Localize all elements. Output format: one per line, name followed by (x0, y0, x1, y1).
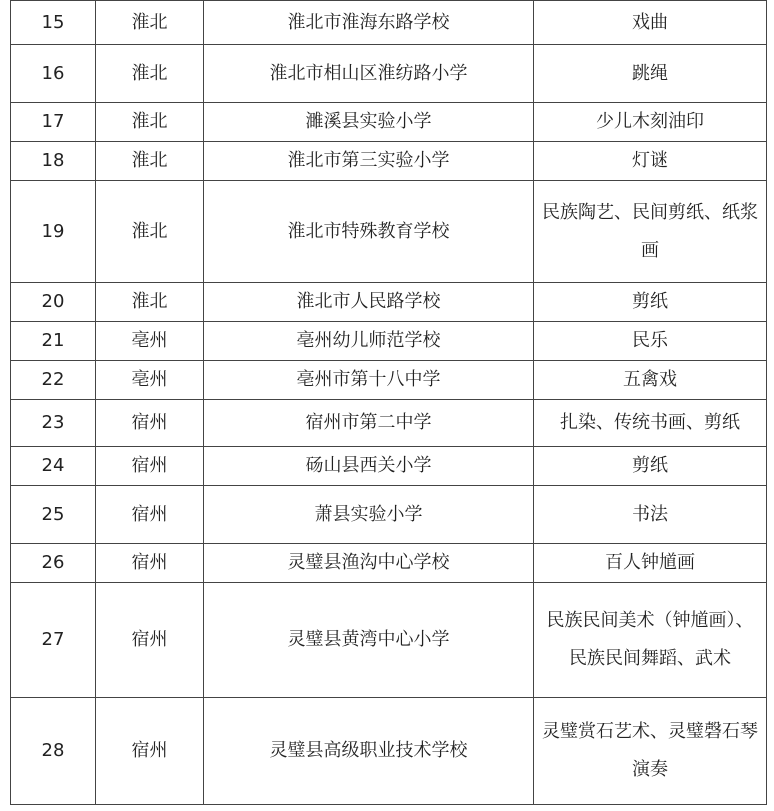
row-number: 23 (11, 400, 96, 447)
row-project: 百人钟馗画 (534, 544, 767, 583)
row-number: 22 (11, 361, 96, 400)
row-city: 淮北 (96, 142, 204, 181)
row-city: 亳州 (96, 361, 204, 400)
row-city: 亳州 (96, 322, 204, 361)
row-city: 淮北 (96, 283, 204, 322)
row-project: 跳绳 (534, 45, 767, 103)
row-city: 淮北 (96, 181, 204, 283)
table-row (11, 1, 767, 45)
row-project: 五禽戏 (534, 361, 767, 400)
row-project: 书法 (534, 486, 767, 544)
row-school: 灵璧县黄湾中心小学 (204, 583, 534, 698)
table-row (11, 181, 767, 283)
row-number: 26 (11, 544, 96, 583)
table-row (11, 486, 767, 544)
row-school: 宿州市第二中学 (204, 400, 534, 447)
table-row (11, 583, 767, 698)
row-school: 濉溪县实验小学 (204, 103, 534, 142)
row-city: 宿州 (96, 447, 204, 486)
row-number: 21 (11, 322, 96, 361)
row-school: 淮北市淮海东路学校 (204, 1, 534, 45)
table-row (11, 45, 767, 103)
table-row (11, 400, 767, 447)
row-city: 宿州 (96, 544, 204, 583)
row-project: 民族陶艺、民间剪纸、纸浆画 (534, 181, 767, 283)
table-row (11, 544, 767, 583)
row-number: 19 (11, 181, 96, 283)
table-row (11, 103, 767, 142)
row-school: 砀山县西关小学 (204, 447, 534, 486)
row-number: 27 (11, 583, 96, 698)
row-city: 淮北 (96, 103, 204, 142)
row-school: 淮北市人民路学校 (204, 283, 534, 322)
row-school: 灵璧县高级职业技术学校 (204, 698, 534, 805)
row-project: 扎染、传统书画、剪纸 (534, 400, 767, 447)
row-city: 淮北 (96, 1, 204, 45)
row-project: 灯谜 (534, 142, 767, 181)
row-number: 15 (11, 1, 96, 45)
row-school: 亳州市第十八中学 (204, 361, 534, 400)
table-row (11, 142, 767, 181)
row-school: 亳州幼儿师范学校 (204, 322, 534, 361)
row-project: 剪纸 (534, 447, 767, 486)
row-number: 24 (11, 447, 96, 486)
row-project: 少儿木刻油印 (534, 103, 767, 142)
row-project: 民族民间美术（钟馗画）、民族民间舞蹈、武术 (534, 583, 767, 698)
row-number: 17 (11, 103, 96, 142)
table-row (11, 361, 767, 400)
row-city: 宿州 (96, 698, 204, 805)
row-project: 戏曲 (534, 1, 767, 45)
table-row (11, 322, 767, 361)
table-row (11, 698, 767, 805)
row-number: 18 (11, 142, 96, 181)
row-city: 宿州 (96, 400, 204, 447)
row-number: 25 (11, 486, 96, 544)
school-table (10, 0, 767, 805)
school-table-body (11, 1, 767, 805)
row-city: 宿州 (96, 486, 204, 544)
row-school: 灵璧县渔沟中心学校 (204, 544, 534, 583)
table-row (11, 283, 767, 322)
row-number: 28 (11, 698, 96, 805)
row-project: 剪纸 (534, 283, 767, 322)
row-school: 淮北市第三实验小学 (204, 142, 534, 181)
row-number: 20 (11, 283, 96, 322)
row-number: 16 (11, 45, 96, 103)
row-city: 宿州 (96, 583, 204, 698)
row-project: 民乐 (534, 322, 767, 361)
row-city: 淮北 (96, 45, 204, 103)
row-school: 淮北市特殊教育学校 (204, 181, 534, 283)
row-project: 灵璧赏石艺术、灵璧磬石琴演奏 (534, 698, 767, 805)
row-school: 萧县实验小学 (204, 486, 534, 544)
table-row (11, 447, 767, 486)
row-school: 淮北市相山区淮纺路小学 (204, 45, 534, 103)
